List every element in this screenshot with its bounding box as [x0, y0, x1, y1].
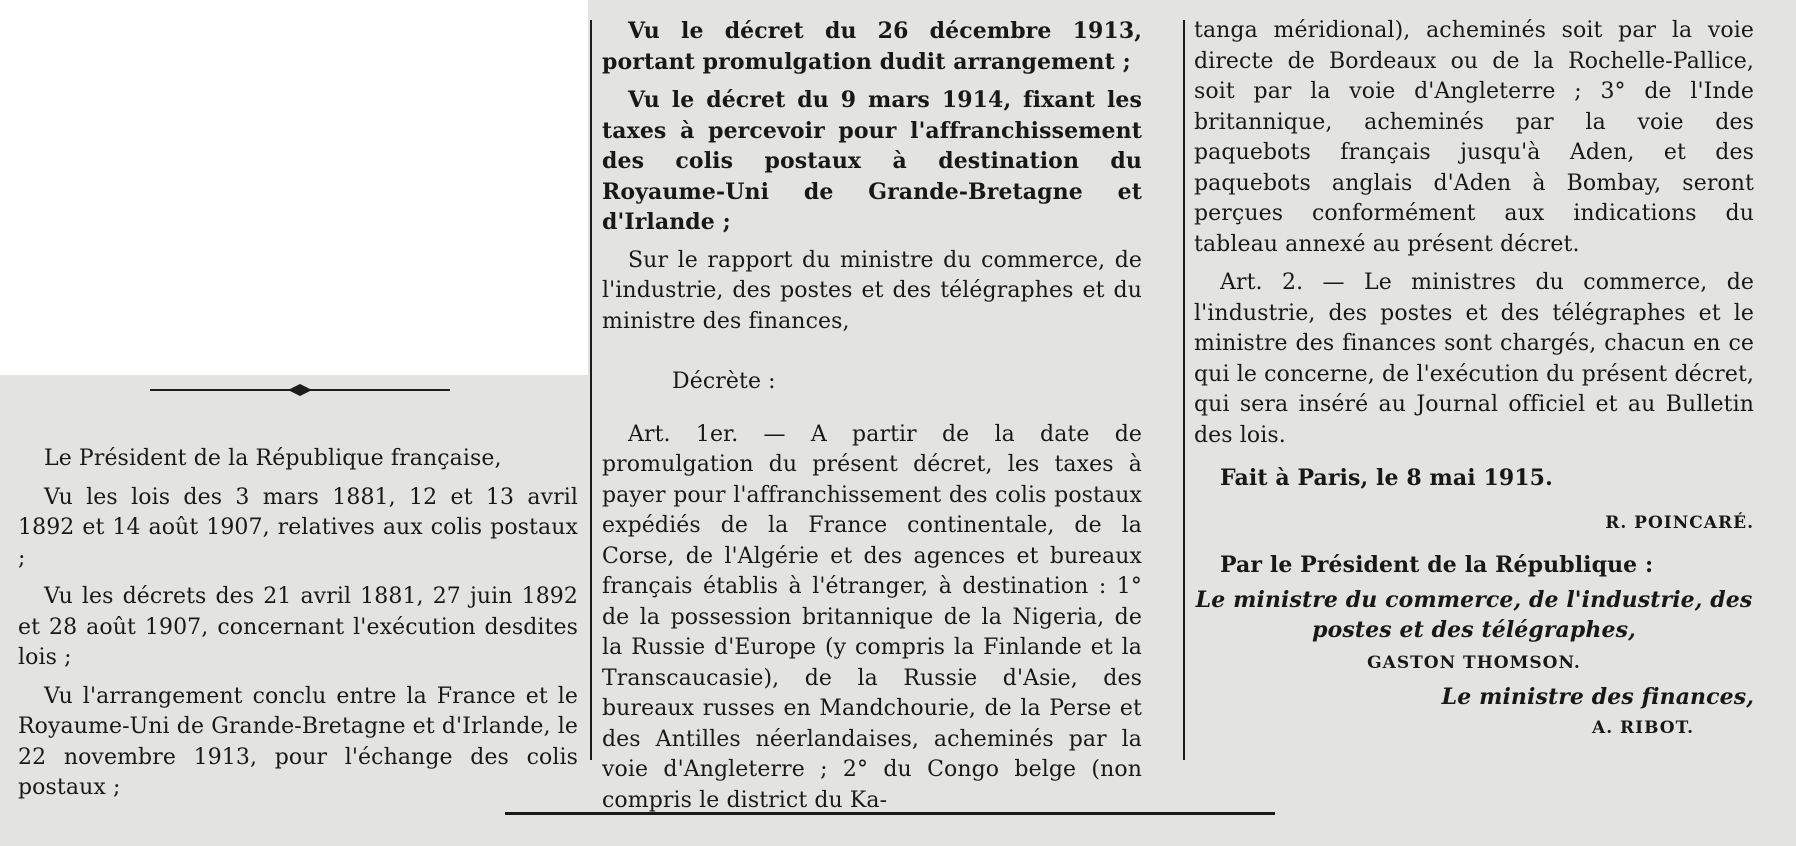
minister-finances-name: A. RIBOT. [1592, 717, 1694, 738]
article-1: Art. 1er. — A partir de la date de promulgation du présent décret, les taxes à payer pour l'affranchissement des colis postaux expédiés de la France continentale, de la Corse, de l'Algérie et des agences et bureaux français établis à l'étranger, à destination : 1° de la possession britannique de la Nigeria, de la Russie d'Europe (y compris la Finlande et la Transcaucasie), de la Russie d'Asie, des bureaux russes en Mandchourie, de la Perse et des Antilles néerlandaises, acheminés par la voie d'Angleterre ; 2° du Congo belge (non compris le district du Ka- [602, 421, 1142, 813]
column-rule-left [590, 20, 592, 760]
preamble-paragraph: Vu les lois des 3 mars 1881, 12 et 13 avril 1892 et 14 août 1907, relatives aux colis postaux ; [18, 484, 578, 571]
preamble-heading: Le Président de la République française, [44, 446, 502, 471]
preamble-paragraph: Vu le décret du 9 mars 1914, fixant les taxes à percevoir pour l'affranchissement des colis postaux à destination du Royaume-Uni de Grande-Bretagne et d'Irlande ; [602, 87, 1142, 235]
date-line: Fait à Paris, le 8 mai 1915. [1220, 465, 1553, 491]
section-ornament [150, 383, 450, 397]
preamble-paragraph: Vu le décret du 26 décembre 1913, portant promulgation dudit arrangement ; [602, 18, 1142, 75]
blank-paper-area [0, 0, 588, 375]
decrete-label: Décrète : [672, 369, 776, 394]
minister-commerce-title: Le ministre du commerce, de l'industrie, des postes et des télégraphes, [1195, 586, 1753, 643]
column-2 [602, 16, 1142, 816]
minister-finances-title: Le ministre des finances, [1441, 684, 1754, 710]
president-signature: R. POINCARÉ. [1605, 512, 1754, 533]
minister-commerce-name: GASTON THOMSON. [1367, 652, 1581, 673]
preamble-paragraph: Sur le rapport du ministre du commerce, de l'industrie, des postes et des télégraphes et du ministre des finances, [602, 247, 1142, 334]
column-1 [18, 444, 578, 804]
column-3 [1194, 16, 1754, 743]
preamble-paragraph: Vu les décrets des 21 avril 1881, 27 juin 1892 et 28 août 1907, concernant l'exécution desdites lois ; [18, 584, 578, 670]
article-2: Art. 2. — Le ministres du commerce, de l'industrie, des postes et des télégraphes et le ministre des finances sont chargés, chacun en ce qui le concerne, de l'exécution du présent décret, qui sera inséré au Journal officiel et au Bulletin des lois. [1194, 270, 1754, 448]
article-1-continuation: tanga méridional), acheminés soit par la voie directe de Bordeaux ou de la Rochelle-Pallice, soit par la voie d'Angleterre ; 3° de l'Inde britannique, acheminés par la voie des paquebots français jusqu'à Aden, et des paquebots anglais d'Aden à Bombay, seront perçues conformément aux indications du tableau annexé au présent décret. [1194, 18, 1754, 257]
by-president-line: Par le Président de la République : [1220, 552, 1654, 578]
column-rule-right [1183, 20, 1185, 760]
preamble-paragraph: Vu l'arrangement conclu entre la France et le Royaume-Uni de Grande-Bretagne et d'Irlande, le 22 novembre 1913, pour l'échange des colis postaux ; [18, 683, 578, 800]
